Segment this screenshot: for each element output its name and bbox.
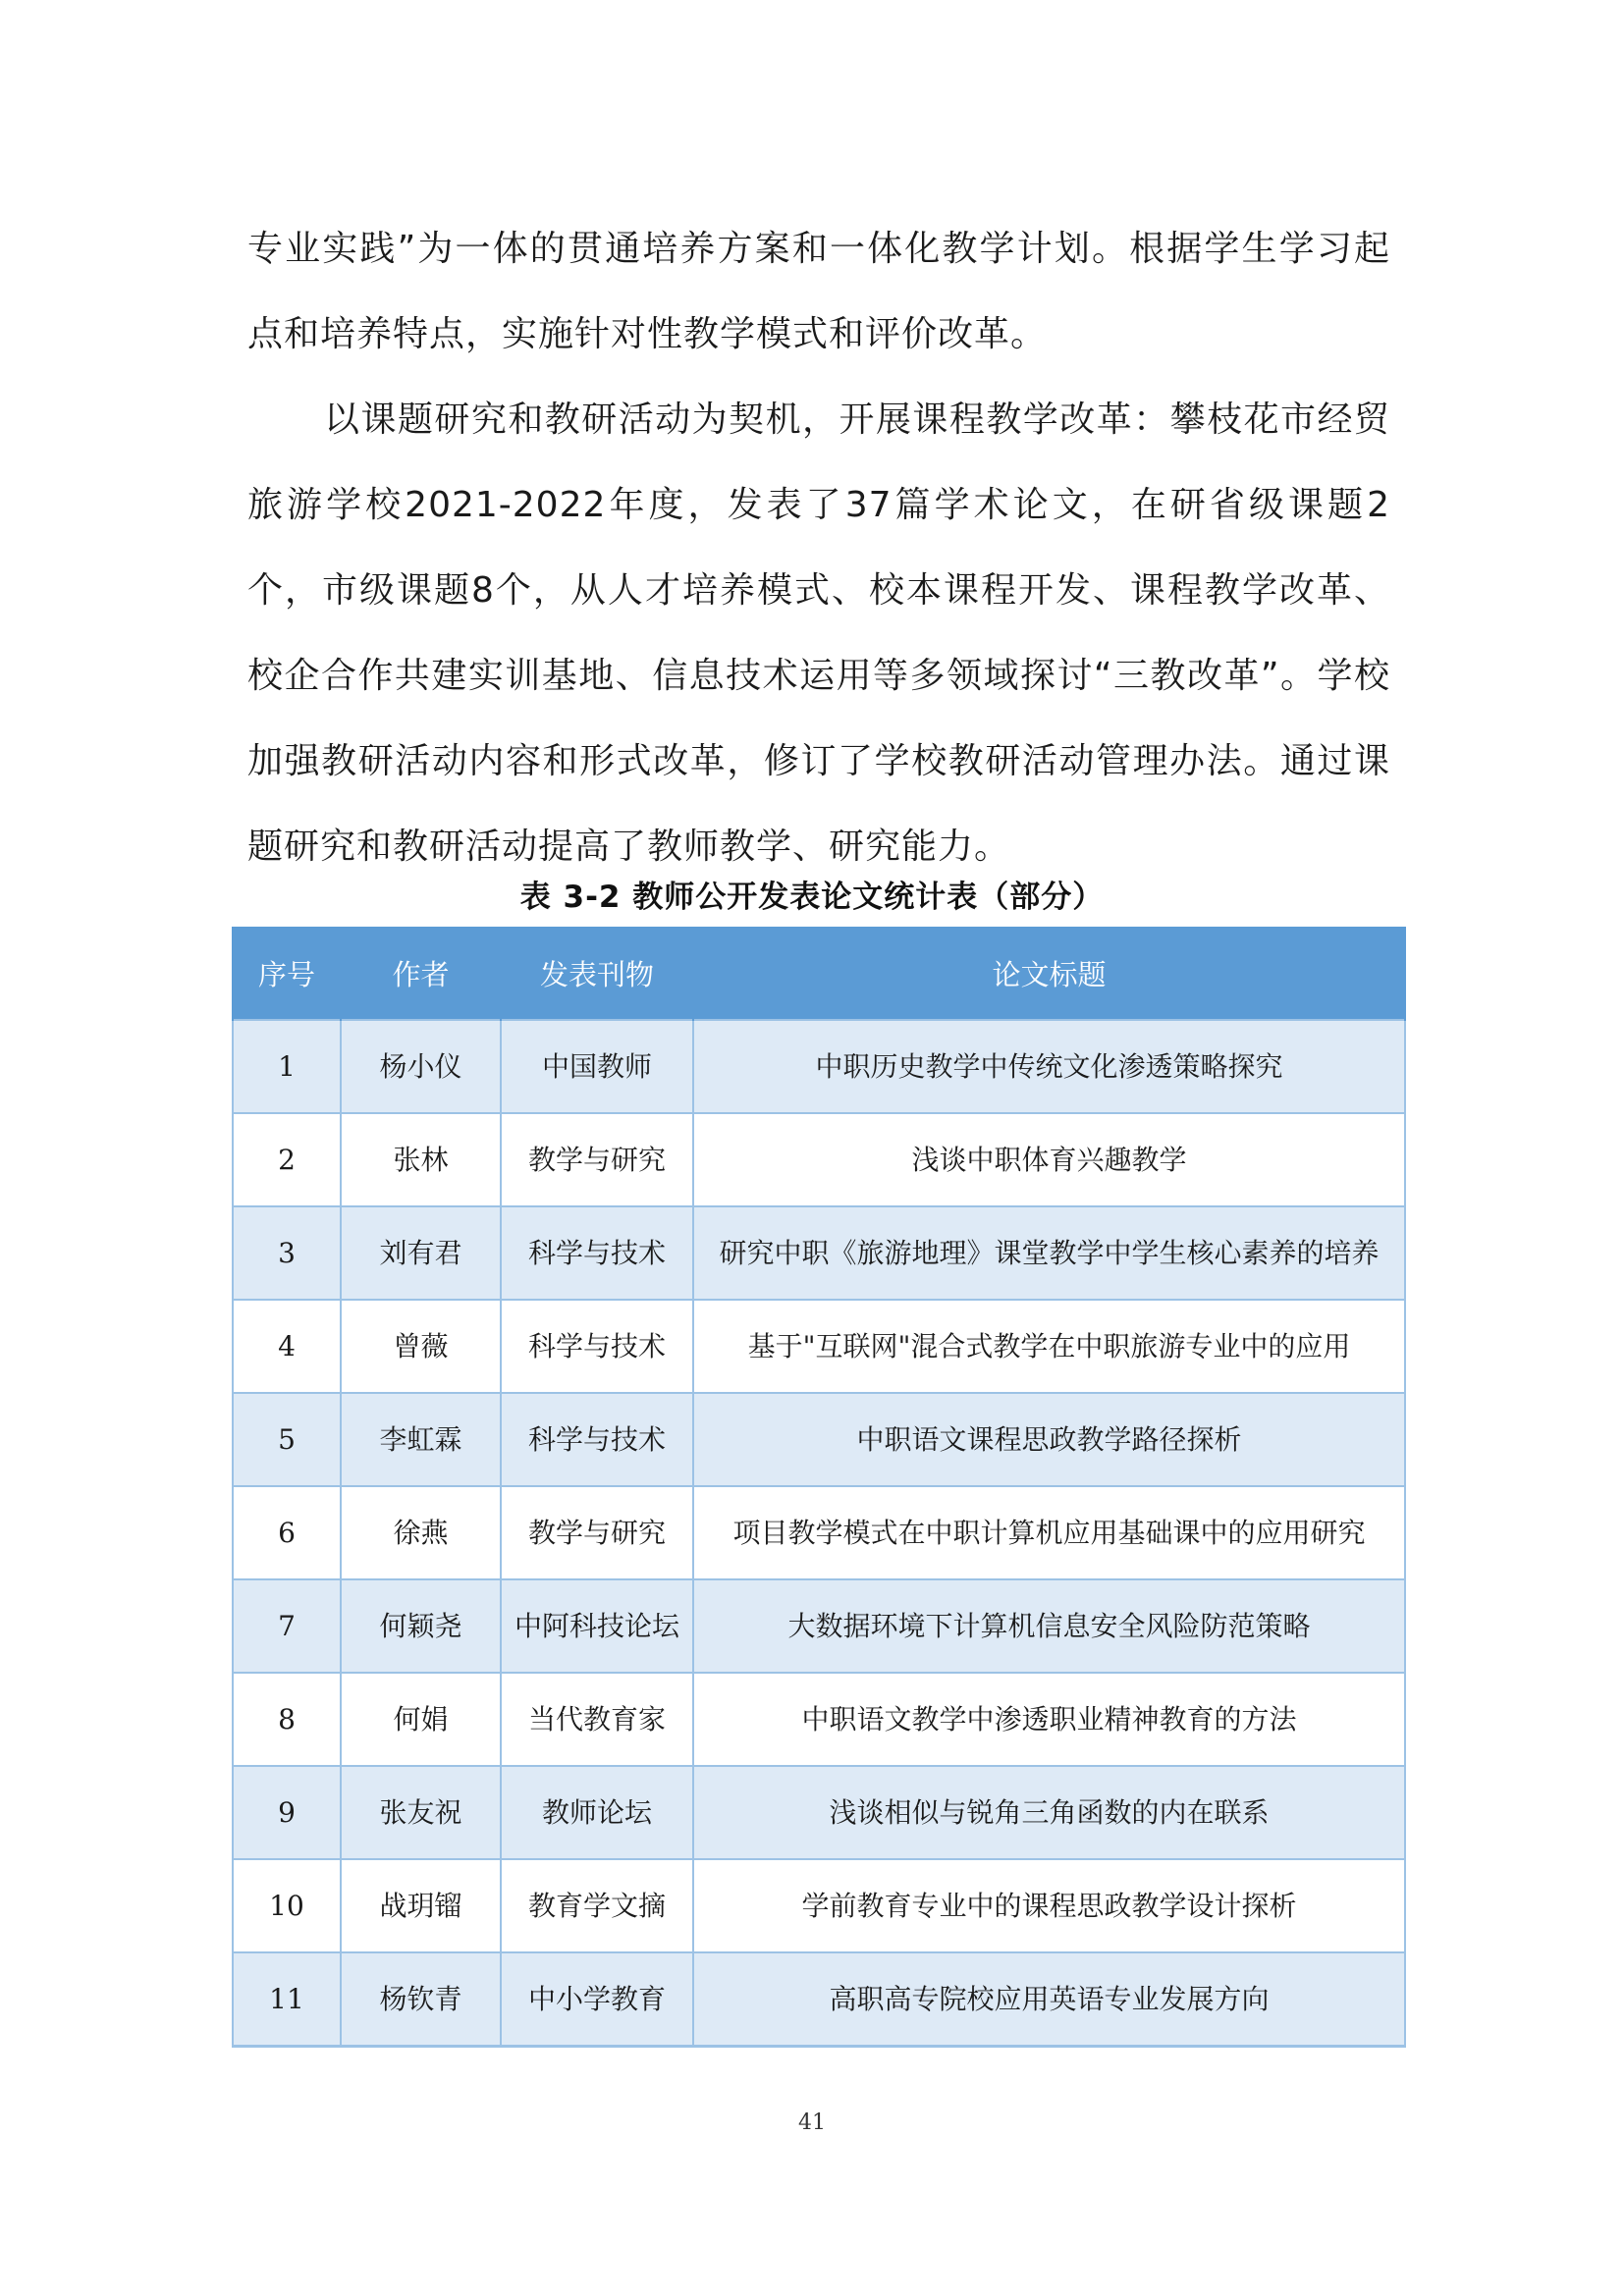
cell-title: 中职语文教学中渗透职业精神教育的方法 [693, 1673, 1405, 1766]
cell-author: 杨钦青 [341, 1952, 501, 2047]
cell-journal: 当代教育家 [501, 1673, 693, 1766]
paragraph-continuation: 专业实践”为一体的贯通培养方案和一体化教学计划。根据学生学习起点和培养特点，实施针对性教学模式和评价改革。 [247, 229, 1390, 354]
cell-journal: 教师论坛 [501, 1766, 693, 1859]
cell-title: 浅谈中职体育兴趣教学 [693, 1113, 1405, 1206]
header-author: 作者 [341, 927, 501, 1020]
cell-title: 项目教学模式在中职计算机应用基础课中的应用研究 [693, 1486, 1405, 1579]
cell-title: 研究中职《旅游地理》课堂教学中学生核心素养的培养 [693, 1206, 1405, 1300]
cell-index: 10 [233, 1859, 341, 1952]
cell-title: 中职语文课程思政教学路径探析 [693, 1393, 1405, 1486]
papers-table [232, 927, 1406, 2048]
cell-journal: 科学与技术 [501, 1206, 693, 1300]
table-row [233, 1766, 1405, 1859]
table-row [233, 1206, 1405, 1300]
table-caption: 表 3-2 教师公开发表论文统计表（部分） [519, 880, 1105, 915]
header-title: 论文标题 [693, 927, 1405, 1020]
cell-index: 11 [233, 1952, 341, 2047]
cell-title: 学前教育专业中的课程思政教学设计探析 [693, 1859, 1405, 1952]
cell-title: 高职高专院校应用英语专业发展方向 [693, 1952, 1405, 2047]
table-row [233, 1486, 1405, 1579]
table-row [233, 1393, 1405, 1486]
cell-journal: 教学与研究 [501, 1113, 693, 1206]
paragraph-reform: 以课题研究和教研活动为契机，开展课程教学改革：攀枝花市经贸旅游学校2021-2022年度，发表了37篇学术论文，在研省级课题2个，市级课题8个，从人才培养模式、校本课程开发、课程教学改革、校企合作共建实训基地、信息技术运用等多领域探讨“三教改革”。学校加强教研活动内容和形式改革，修订了学校教研活动管理办法。通过课题研究和教研活动提高了教师教学、研究能力。 [247, 400, 1390, 867]
cell-author: 何娟 [341, 1673, 501, 1766]
cell-title: 中职历史教学中传统文化渗透策略探究 [693, 1020, 1405, 1113]
body-text [247, 206, 1390, 889]
cell-journal: 科学与技术 [501, 1393, 693, 1486]
cell-journal: 科学与技术 [501, 1300, 693, 1393]
cell-journal: 中阿科技论坛 [501, 1579, 693, 1673]
table-row [233, 1020, 1405, 1113]
cell-index: 6 [233, 1486, 341, 1579]
cell-index: 7 [233, 1579, 341, 1673]
cell-author: 刘有君 [341, 1206, 501, 1300]
cell-author: 张林 [341, 1113, 501, 1206]
cell-journal: 教学与研究 [501, 1486, 693, 1579]
table-row [233, 1673, 1405, 1766]
cell-index: 8 [233, 1673, 341, 1766]
header-journal: 发表刊物 [501, 927, 693, 1020]
table-header-row [233, 927, 1405, 1020]
cell-author: 何颖尧 [341, 1579, 501, 1673]
cell-title: 大数据环境下计算机信息安全风险防范策略 [693, 1579, 1405, 1673]
cell-author: 战玥镏 [341, 1859, 501, 1952]
cell-index: 5 [233, 1393, 341, 1486]
cell-index: 2 [233, 1113, 341, 1206]
table-row [233, 1952, 1405, 2047]
cell-journal: 中小学教育 [501, 1952, 693, 2047]
cell-index: 4 [233, 1300, 341, 1393]
cell-author: 李虹霖 [341, 1393, 501, 1486]
table-row [233, 1300, 1405, 1393]
cell-index: 1 [233, 1020, 341, 1113]
header-index: 序号 [233, 927, 341, 1020]
cell-journal: 中国教师 [501, 1020, 693, 1113]
cell-title: 浅谈相似与锐角三角函数的内在联系 [693, 1766, 1405, 1859]
cell-index: 3 [233, 1206, 341, 1300]
page-number: 41 [798, 2110, 826, 2135]
cell-journal: 教育学文摘 [501, 1859, 693, 1952]
cell-index: 9 [233, 1766, 341, 1859]
table-row [233, 1859, 1405, 1952]
cell-author: 张友祝 [341, 1766, 501, 1859]
cell-author: 曾薇 [341, 1300, 501, 1393]
cell-author: 杨小仪 [341, 1020, 501, 1113]
table-row [233, 1113, 1405, 1206]
cell-title: 基于"互联网"混合式教学在中职旅游专业中的应用 [693, 1300, 1405, 1393]
table-row [233, 1579, 1405, 1673]
cell-author: 徐燕 [341, 1486, 501, 1579]
